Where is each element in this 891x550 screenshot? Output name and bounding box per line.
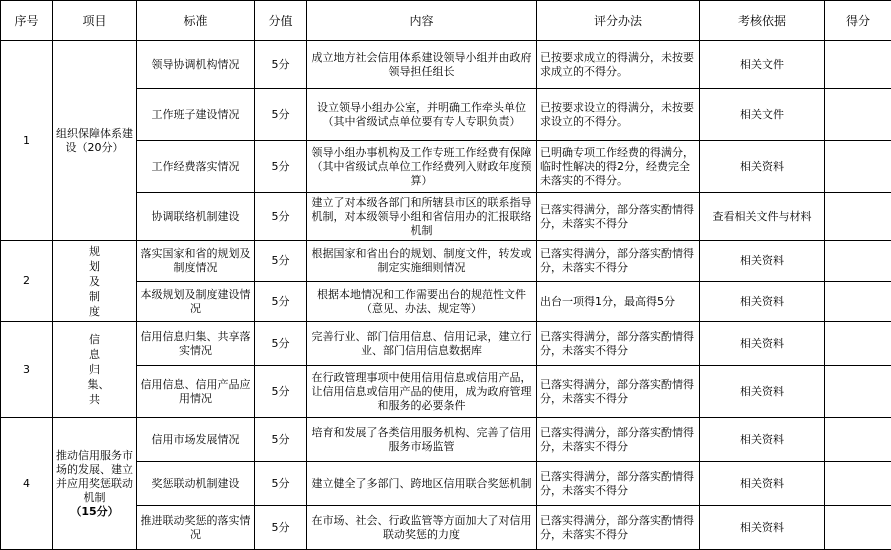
header-cell-no: 序号 [1, 1, 53, 41]
basis-cell: 相关资料 [700, 418, 825, 462]
method-cell: 已落实得满分，部分落实酌情得分，未落实不得分 [537, 366, 700, 418]
section-no: 3 [1, 322, 53, 418]
header-cell-project: 项目 [53, 1, 137, 41]
section-project-title: 推动信用服务市场的发展、建立并应用奖惩联动机制 [56, 449, 133, 505]
table-row [1, 418, 891, 462]
content-cell: 设立领导小组办公室，并明确工作牵头单位（其中省级试点单位要有专人专职负责） [307, 89, 537, 141]
section-project [53, 418, 137, 550]
content-cell: 建立健全了多部门、跨地区信用联合奖惩机制 [307, 462, 537, 506]
method-cell: 已按要求成立的得满分，未按要求成立的不得分。 [537, 41, 700, 89]
method-cell: 已落实得满分，部分落实酌情得分，未落实不得分 [537, 322, 700, 366]
section-project: 组织保障体系建设（20分） [53, 41, 137, 241]
score-cell: 5分 [255, 462, 307, 506]
table-row [1, 322, 891, 366]
result-cell [825, 89, 891, 141]
result-cell [825, 506, 891, 550]
section-no: 2 [1, 241, 53, 322]
header-cell-standard: 标准 [137, 1, 255, 41]
standard-cell: 推进联动奖惩的落实情况 [137, 506, 255, 550]
content-cell: 在行政管理事项中使用信用信息或信用产品，让信用信息或信用产品的使用，成为政府管理和服务的必要条件 [307, 366, 537, 418]
section-no: 4 [1, 418, 53, 550]
score-cell: 5分 [255, 322, 307, 366]
content-cell: 在市场、社会、行政监管等方面加大了对信用联动奖惩的力度 [307, 506, 537, 550]
content-cell: 根据本地情况和工作需要出台的规范性文件（意见、办法、规定等） [307, 282, 537, 322]
header-cell-result: 得分 [825, 1, 891, 41]
score-cell: 5分 [255, 89, 307, 141]
score-cell: 5分 [255, 241, 307, 282]
header-cell-score: 分值 [255, 1, 307, 41]
score-cell: 5分 [255, 41, 307, 89]
section-project-score: （15分） [56, 505, 133, 519]
method-cell: 已落实得满分，部分落实酌情得分，未落实不得分 [537, 193, 700, 241]
standard-cell: 本级规划及制度建设情况 [137, 282, 255, 322]
standard-cell: 工作班子建设情况 [137, 89, 255, 141]
basis-cell: 相关文件 [700, 89, 825, 141]
header-cell-method: 评分办法 [537, 1, 700, 41]
section-no: 1 [1, 41, 53, 241]
header-cell-basis: 考核依据 [700, 1, 825, 41]
method-cell: 已落实得满分，部分落实酌情得分，未落实不得分 [537, 506, 700, 550]
result-cell [825, 41, 891, 89]
score-cell: 5分 [255, 506, 307, 550]
method-cell: 已落实得满分，部分落实酌情得分，未落实不得分 [537, 241, 700, 282]
table-row [1, 241, 891, 282]
basis-cell: 相关资料 [700, 322, 825, 366]
content-cell: 成立地方社会信用体系建设领导小组并由政府领导担任组长 [307, 41, 537, 89]
score-cell: 5分 [255, 282, 307, 322]
standard-cell: 信用市场发展情况 [137, 418, 255, 462]
result-cell [825, 193, 891, 241]
score-cell: 5分 [255, 193, 307, 241]
basis-cell: 查看相关文件与材料 [700, 193, 825, 241]
content-cell: 领导小组办事机构及工作专班工作经费有保障（其中省级试点单位工作经费列入财政年度预算） [307, 141, 537, 193]
standard-cell: 信用信息归集、共享落实情况 [137, 322, 255, 366]
basis-cell: 相关资料 [700, 282, 825, 322]
score-cell: 5分 [255, 418, 307, 462]
header-cell-content: 内容 [307, 1, 537, 41]
method-cell: 已落实得满分，部分落实酌情得分，未落实不得分 [537, 418, 700, 462]
score-cell: 5分 [255, 141, 307, 193]
result-cell [825, 322, 891, 366]
standard-cell: 落实国家和省的规划及制度情况 [137, 241, 255, 282]
score-cell: 5分 [255, 366, 307, 418]
header-row [1, 1, 891, 41]
method-cell: 已明确专项工作经费的得满分，临时性解决的得2分，经费完全未落实的不得分。 [537, 141, 700, 193]
table-row [1, 41, 891, 89]
section-project [53, 322, 137, 418]
method-cell: 出台一项得1分，最高得5分 [537, 282, 700, 322]
result-cell [825, 141, 891, 193]
result-cell [825, 282, 891, 322]
method-cell: 已落实得满分，部分落实酌情得分，未落实不得分 [537, 462, 700, 506]
content-cell: 建立了对本级各部门和所辖县市区的联系指导机制，对本级领导小组和省信用办的汇报联络机制 [307, 193, 537, 241]
method-cell: 已按要求设立的得满分，未按要求设立的不得分。 [537, 89, 700, 141]
standard-cell: 信用信息、信用产品应用情况 [137, 366, 255, 418]
content-cell: 完善行业、部门信用信息、信用记录，建立行业、部门信用信息数据库 [307, 322, 537, 366]
content-cell: 根据国家和省出台的规划、制度文件，转发或制定实施细则情况 [307, 241, 537, 282]
basis-cell: 相关文件 [700, 41, 825, 89]
section-project-vertical: 规划及制度 [88, 244, 102, 319]
section-project [53, 241, 137, 322]
result-cell [825, 462, 891, 506]
basis-cell: 相关资料 [700, 366, 825, 418]
section-project-vertical: 信息归集、共 [88, 332, 102, 407]
standard-cell: 领导协调机构情况 [137, 41, 255, 89]
basis-cell: 相关资料 [700, 462, 825, 506]
basis-cell: 相关资料 [700, 241, 825, 282]
basis-cell: 相关资料 [700, 506, 825, 550]
standard-cell: 协调联络机制建设 [137, 193, 255, 241]
result-cell [825, 418, 891, 462]
result-cell [825, 366, 891, 418]
result-cell [825, 241, 891, 282]
basis-cell: 相关资料 [700, 141, 825, 193]
content-cell: 培育和发展了各类信用服务机构、完善了信用服务市场监管 [307, 418, 537, 462]
standard-cell: 工作经费落实情况 [137, 141, 255, 193]
standard-cell: 奖惩联动机制建设 [137, 462, 255, 506]
